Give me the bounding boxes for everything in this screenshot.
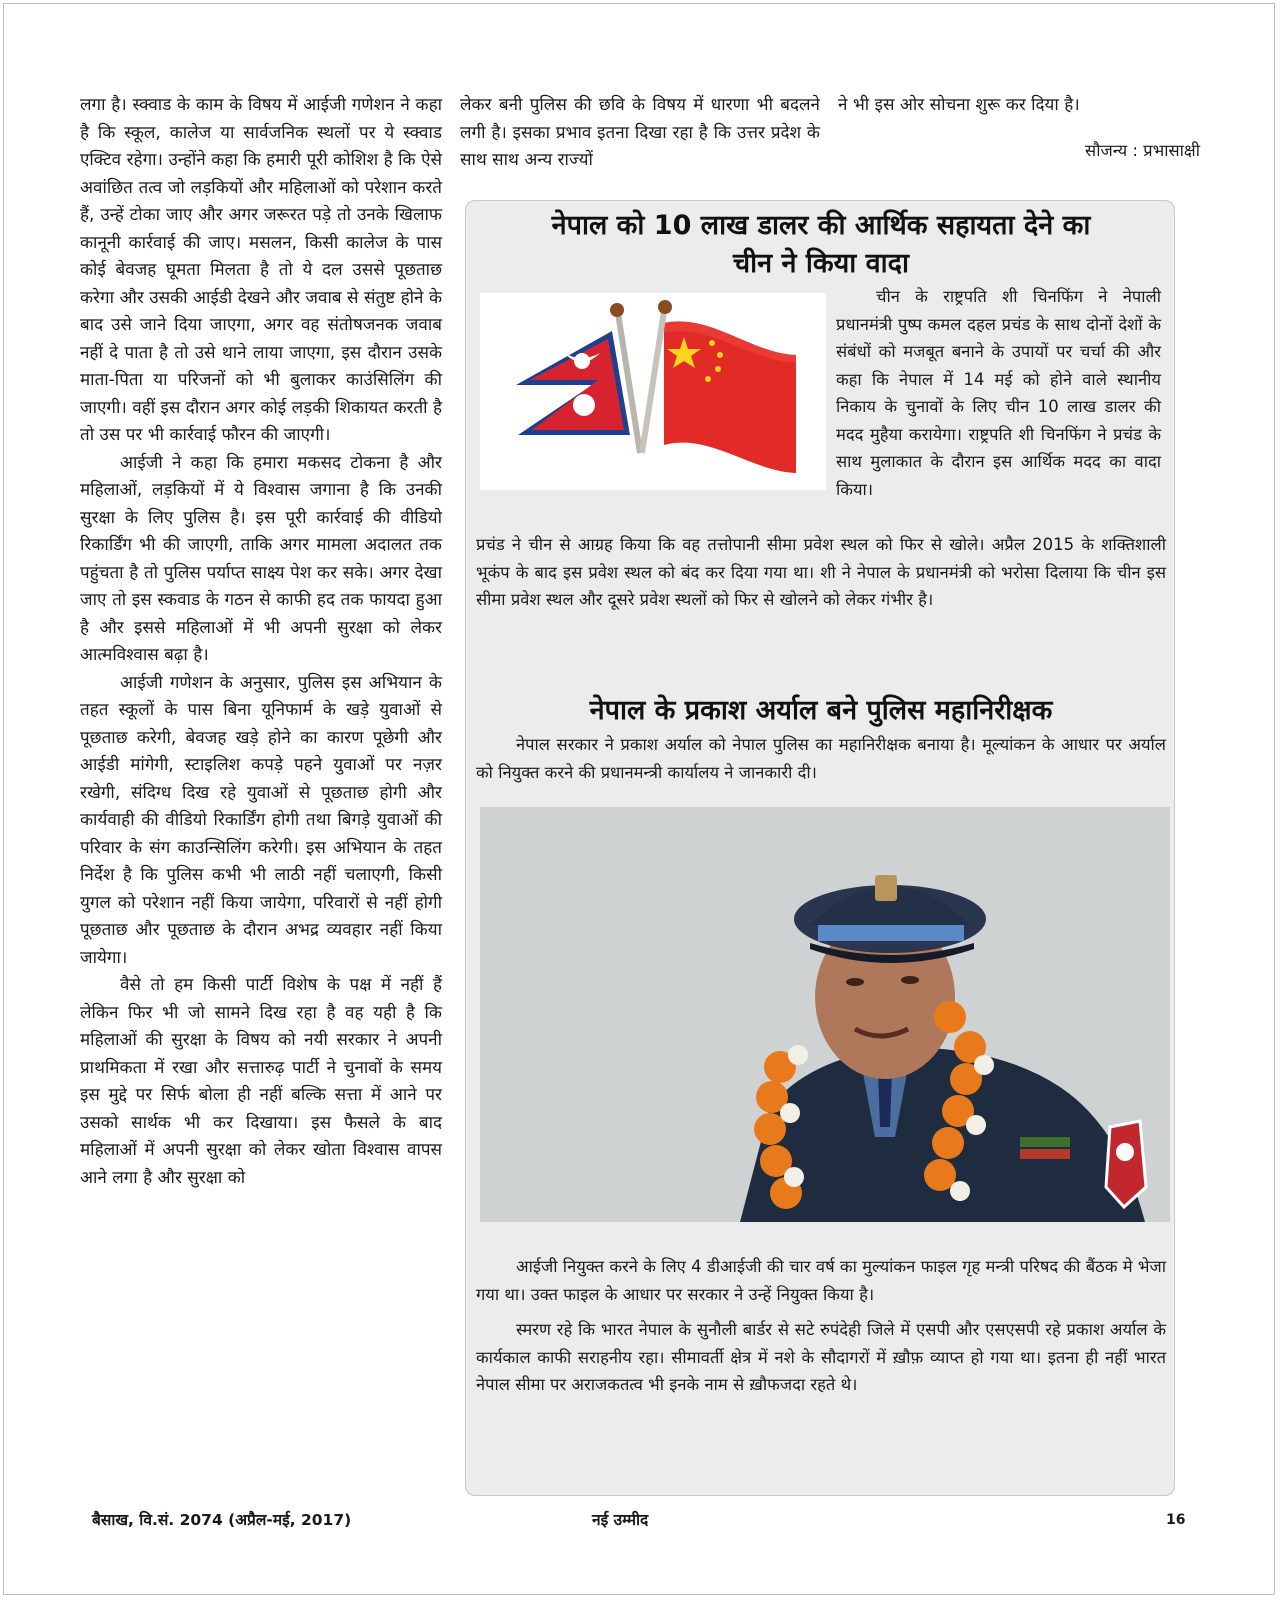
flags-illustration xyxy=(480,293,826,490)
source-credit: सौजन्य : प्रभासाक्षी xyxy=(1085,140,1200,160)
news-box xyxy=(465,200,1175,1496)
story2-lead-text xyxy=(476,731,1166,786)
story1-wrap-text xyxy=(836,283,1161,503)
footer-magazine-name: नई उम्मीद xyxy=(592,1511,649,1529)
story2-body-paragraph-1: आईजी नियुक्त करने के लिए 4 डीआईजी की चार वर्ष का मुल्यांकन फाइल गृह मन्त्री परिषद की बैंठक मे भेजा गया था। उक्त फाइल के आधार पर सरकार ने उन्हें नियुक्त किया है। xyxy=(476,1257,1166,1304)
middle-paragraph: लेकर बनी पुलिस की छवि के विषय में धारणा भी बदलने लगी है। इसका प्रभाव इतना दिखा रहा है कि उत्तर प्रदेश के साथ साथ अन्य राज्यों xyxy=(460,95,820,170)
right-column xyxy=(838,92,1200,164)
page-number: 16 xyxy=(1166,1512,1186,1528)
police-chief-portrait-icon xyxy=(480,807,1170,1222)
right-paragraph: ने भी इस ओर सोचना शुरू कर दिया है। xyxy=(838,95,1080,115)
left-paragraph-3: आईजी गणेशन के अनुसार, पुलिस इस अभियान के तहत स्कूलों के पास बिना यूनिफार्म के खड़े युवाओं से पूछताछ करेगी, बेवजह खड़े होने का कारण पूछेगी और आईडी मांगेगी, स्टाइलिश कपड़े पहने युवाओं पर नज़र रखेगी, संदिग्ध दिख रहे युवाओं से पूछताछ होगी और कार्यवाही की वीडियो रिकार्डिंग होगी तथा बिगड़े युवाओं की परिवार के संग काउन्सिलिंग करेगी। इस अभियान के तहत निर्देश है कि पुलिस कभी भी लाठी नहीं चलाएगी, किसी युगल को परेशान नहीं किया जायेगा, परिवारों से नहीं होगी पूछताछ और पूछताछ के दौरान अभद्र व्यवहार नहीं किया जायेगा। xyxy=(80,672,442,968)
story1-headline-line1: नेपाल को 10 लाख डालर की आर्थिक सहायता देने का xyxy=(551,210,1091,241)
left-paragraph-4: वैसे तो हम किसी पार्टी विशेष के पक्ष में नहीं हैं लेकिन फिर भी जो सामने दिख रहा है वह यही है कि महिलाओं की सुरक्षा के विषय को नयी सरकार ने अपनी प्राथमिकता में रखा और सत्तारुढ़ पार्टी ने चुनावों के समय इस मुद्दे पर सिर्फ बोला ही नहीं बल्कि सत्ता में आने पर उसको सार्थक भी कर दिखाया। इस फैसले के बाद महिलाओं में अपनी सुरक्षा को लेकर खोता विश्वास वापस आने लगा है और सुरक्षा को xyxy=(80,975,442,1188)
portrait-illustration xyxy=(480,807,1170,1222)
story1-headline-line2: चीन ने किया वादा xyxy=(732,248,910,279)
story1-rest-paragraph: प्रचंड ने चीन से आग्रह किया कि वह तत्तोपानी सीमा प्रवेश स्थल को फिर से खोले। अप्रैल 2015 के शक्तिशाली भूकंप के बाद इस प्रवेश स्थल को बंद कर दिया गया था। शी ने नेपाल के प्रधानमंत्री को भरोसा दिलाया कि चीन इस सीमा प्रवेश स्थल और दूसरे प्रवेश स्थलों को फिर से खोलने को लेकर गंभीर है। xyxy=(476,535,1166,609)
story2-body-paragraph-2: स्मरण रहे कि भारत नेपाल के सुनौली बार्डर से सटे रुपंदेही जिले में एसपी और एसएसपी रहे प्रकाश अर्याल के कार्यकाल काफी सराहनीय रहा। सीमावर्ती क्षेत्र में नशे के सौदागरों में ख़ौफ़ व्याप्त हो गया था। इतना ही नहीं भारत नेपाल सीमा पर अराजकतत्व भी इनके नाम से ख़ौफजदा रहते थे। xyxy=(476,1320,1166,1394)
nepal-china-flags-icon xyxy=(480,293,826,490)
story1-headline xyxy=(466,207,1176,283)
story2-lead-paragraph: नेपाल सरकार ने प्रकाश अर्याल को नेपाल पुलिस का महानिरीक्षक बनाया है। मूल्यांकन के आधार पर अर्याल को नियुक्त करने की प्रधानमन्त्री कार्यालय ने जानकारी दी। xyxy=(476,735,1166,782)
middle-column xyxy=(460,92,820,175)
left-paragraph-2: आईजी ने कहा कि हमारा मकसद टोकना है और महिलाओं, लड़कियों में ये विश्वास जगाना है कि उनकी सुरक्षा के लिए पुलिस है। इस पूरी कार्रवाई की वीडियो रिकार्डिंग भी की जाएगी, ताकि अगर मामला अदालत तक पहुंचता है तो पुलिस पर्याप्त साक्ष्य पेश कर सके। अगर देखा जाए तो इस स्कवाड के गठन से काफी हद तक फायदा हुआ है और इससे महिलाओं में भी अपनी सुरक्षा को लेकर आत्मविश्वास बढ़ा है। xyxy=(80,452,442,665)
footer-date: बैसाख, वि.सं. 2074 (अप्रैल-मई, 2017) xyxy=(92,1511,352,1529)
story2-body-text xyxy=(476,1253,1166,1399)
left-paragraph-1: लगा है। स्क्वाड के काम के विषय में आईजी गणेशन ने कहा है कि स्कूल, कालेज या सार्वजनिक स्थलों पर ये स्क्वाड एक्टिव रहेगा। उन्होंने कहा कि हमारी पूरी कोशिश है कि ऐसे अवांछित तत्व जो लड़कियों और महिलाओं को परेशान करते हैं, उन्हें टोका जाए और अगर जरूरत पड़े तो उनके खिलाफ कानूनी कार्रवाई की जाए। मसलन, किसी कालेज के पास कोई बेवजह घूमता मिलता है तो ये दल उससे पूछताछ करेगा और उसकी आईडी देखने और जवाब से संतुष्ट होने के बाद उसे जाने दिया जाएगा, अगर वह संतोषजनक जवाब नहीं दे पाता है तो उसे थाने लाया जाएगा, इस दौरान उसके माता-पिता या परिजनों को भी बुलाकर काउंसिलिंग की जाएगी। वहीं इस दौरान अगर कोई लड़की शिकायत करती है तो उस पर भी कार्रवाई फौरन की जाएगी। xyxy=(80,95,442,445)
left-column xyxy=(80,92,442,1192)
story1-rest-text xyxy=(476,531,1166,614)
story1-wrap-paragraph: चीन के राष्ट्रपति शी चिनफिंग ने नेपाली प्रधानमंत्री पुष्प कमल दहल प्रचंड के साथ दोनों देशों के संबंधों को मजबूत बनाने के उपायों पर चर्चा की और कहा कि नेपाल में 14 मई को होने वाले स्थानीय निकाय के चुनावों के लिए चीन 10 लाख डालर की मदद मुहैया करायेगा। राष्ट्रपति शी चिनफिंग ने प्रचंड के साथ मुलाकात के दौरान इस आर्थिक मदद का वादा किया। xyxy=(836,287,1161,499)
story2-headline: नेपाल के प्रकाश अर्याल बने पुलिस महानिरीक्षक xyxy=(589,695,1053,726)
